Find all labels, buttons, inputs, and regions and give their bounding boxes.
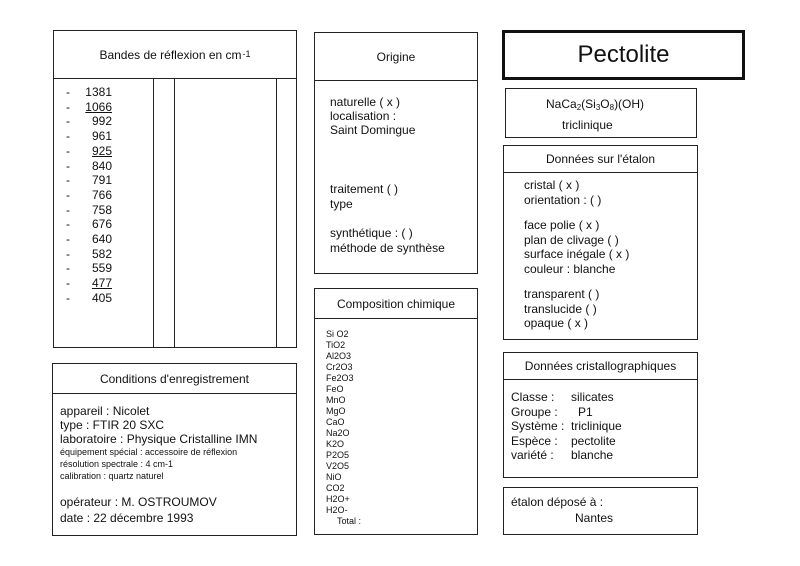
band-row: - 559 <box>66 261 112 276</box>
conditions-calibration: calibration : quartz naturel <box>60 471 164 481</box>
band-value: 1066 <box>85 99 112 114</box>
band-value: 1381 <box>85 85 112 99</box>
composition-total: Total : <box>337 516 362 526</box>
band-row: - 766 <box>66 187 112 202</box>
band-row: - 1066 <box>66 99 112 114</box>
cristallo-value: pectolite <box>571 433 616 448</box>
origine-lieu: Saint Domingue <box>330 123 416 137</box>
conditions-appareil: appareil : Nicolet <box>60 404 150 418</box>
conditions-box <box>52 363 297 536</box>
composition-item: Si O2 <box>326 329 349 339</box>
composition-item: MnO <box>326 395 346 405</box>
composition-item: CaO <box>326 417 345 427</box>
composition-box <box>314 288 478 535</box>
band-value: 405 <box>91 290 112 305</box>
origine-traitement: traitement ( ) <box>330 182 399 196</box>
etalon-line: transparent ( ) <box>524 287 600 301</box>
etalon-line: cristal ( x ) <box>524 178 580 192</box>
band-value: 477 <box>91 276 112 291</box>
formula-box <box>505 88 697 138</box>
conditions-title: Conditions d'enregistrement <box>99 371 250 386</box>
bandes-title: Bandes de réflexion en cm <box>99 47 242 62</box>
etalon-line: translucide ( ) <box>524 301 597 316</box>
composition-item: TiO2 <box>326 340 346 350</box>
band-value: 925 <box>91 143 112 158</box>
band-value: 791 <box>91 173 112 188</box>
etalon-line: surface inégale ( x ) <box>524 247 630 261</box>
cristallo-value: P1 <box>578 404 593 419</box>
conditions-date: date : 22 décembre 1993 <box>60 511 194 525</box>
bandes-col-divider-3 <box>276 79 277 347</box>
band-row: - 840 <box>66 158 112 173</box>
origine-title: Origine <box>376 49 416 64</box>
cristallo-label: Groupe : <box>511 404 558 419</box>
conditions-operateur: opérateur : M. OSTROUMOV <box>60 495 217 509</box>
band-row: - 676 <box>66 217 112 232</box>
etalon-line: plan de clivage ( ) <box>524 232 619 247</box>
composition-item: Al2O3 <box>326 351 352 361</box>
mineral-name-box <box>502 30 745 80</box>
band-row: - 477 <box>66 276 112 291</box>
cristallo-label: variété : <box>511 448 554 462</box>
cristallo-label: Espèce : <box>511 433 558 448</box>
conditions-header <box>53 364 296 394</box>
composition-item: Cr2O3 <box>326 362 353 372</box>
etalon-line: couleur : blanche <box>524 261 616 276</box>
origine-type: type <box>330 197 353 211</box>
composition-title: Composition chimique <box>336 296 456 311</box>
band-value: 766 <box>91 187 112 202</box>
depot-label: étalon déposé à : <box>511 495 604 509</box>
mineral-name: Pectolite <box>577 41 670 68</box>
conditions-equipement: équipement spécial : accessoire de réflexion <box>60 447 238 457</box>
band-value: 640 <box>91 232 112 246</box>
composition-header <box>315 289 477 319</box>
composition-item: K2O <box>326 439 345 449</box>
composition-item: V2O5 <box>326 461 350 471</box>
composition-item: FeO <box>326 384 344 394</box>
band-row: - 961 <box>66 129 112 144</box>
cristallo-box <box>503 352 698 478</box>
etalon-line: orientation : ( ) <box>524 192 602 207</box>
cristallo-value: blanche <box>571 448 614 462</box>
cristallo-value: triclinique <box>571 419 622 433</box>
cristallo-title: Données cristallographiques <box>524 359 677 373</box>
etalon-line: face polie ( x ) <box>524 218 600 232</box>
origine-methode: méthode de synthèse <box>330 241 445 255</box>
band-row: - 405 <box>66 290 112 305</box>
band-value: 676 <box>91 217 112 232</box>
band-row: - 992 <box>66 114 112 129</box>
band-row: - 791 <box>66 173 112 188</box>
band-value: 758 <box>91 202 112 217</box>
band-row: - 582 <box>66 246 112 261</box>
conditions-laboratoire: laboratoire : Physique Cristalline IMN <box>60 432 258 446</box>
mineral-formula: $NaCa_2(Si_3O_8)(OH)$ <box>546 97 645 112</box>
bandes-box <box>53 30 297 348</box>
band-value: 961 <box>91 129 112 144</box>
composition-item: H2O- <box>326 505 348 515</box>
mineral-system: triclinique <box>562 118 613 132</box>
bandes-header <box>54 31 296 79</box>
etalon-line: opaque ( x ) <box>524 316 589 330</box>
origine-box <box>314 32 478 274</box>
origine-naturelle: naturelle ( x ) <box>330 95 401 109</box>
composition-item: Na2O <box>326 428 350 438</box>
depot-place: Nantes <box>575 511 614 525</box>
composition-item: Fe2O3 <box>326 373 354 383</box>
band-row: - 925 <box>66 143 112 158</box>
composition-item: P2O5 <box>326 450 350 460</box>
bandes-col-divider-2 <box>174 79 175 347</box>
origine-header <box>315 33 477 81</box>
band-value: 992 <box>91 114 112 129</box>
composition-item: CO2 <box>326 483 345 493</box>
origine-localisation: localisation : <box>330 109 397 123</box>
cristallo-label: Système : <box>511 419 565 433</box>
composition-item: H2O+ <box>326 494 350 504</box>
band-row: - 1381 <box>66 85 112 99</box>
depot-box <box>503 487 698 535</box>
bandes-title-sup: -1 <box>242 49 251 59</box>
etalon-header <box>504 146 697 173</box>
band-value: 840 <box>91 158 112 173</box>
conditions-type: type : FTIR 20 SXC <box>60 418 165 432</box>
composition-item: NiO <box>326 472 342 482</box>
composition-item: MgO <box>326 406 346 416</box>
band-value: 582 <box>91 246 112 261</box>
bandes-col-divider-1 <box>153 79 154 347</box>
cristallo-header <box>504 353 697 380</box>
origine-synthetique: synthétique : ( ) <box>330 226 413 240</box>
band-value: 559 <box>91 261 112 276</box>
etalon-title: Données sur l'étalon <box>545 152 656 166</box>
cristallo-value: silicates <box>571 390 614 404</box>
band-row: - 758 <box>66 202 112 217</box>
conditions-resolution: résolution spectrale : 4 cm-1 <box>60 459 174 469</box>
band-row: - 640 <box>66 232 112 246</box>
etalon-box <box>503 145 698 340</box>
cristallo-label: Classe : <box>511 390 555 404</box>
